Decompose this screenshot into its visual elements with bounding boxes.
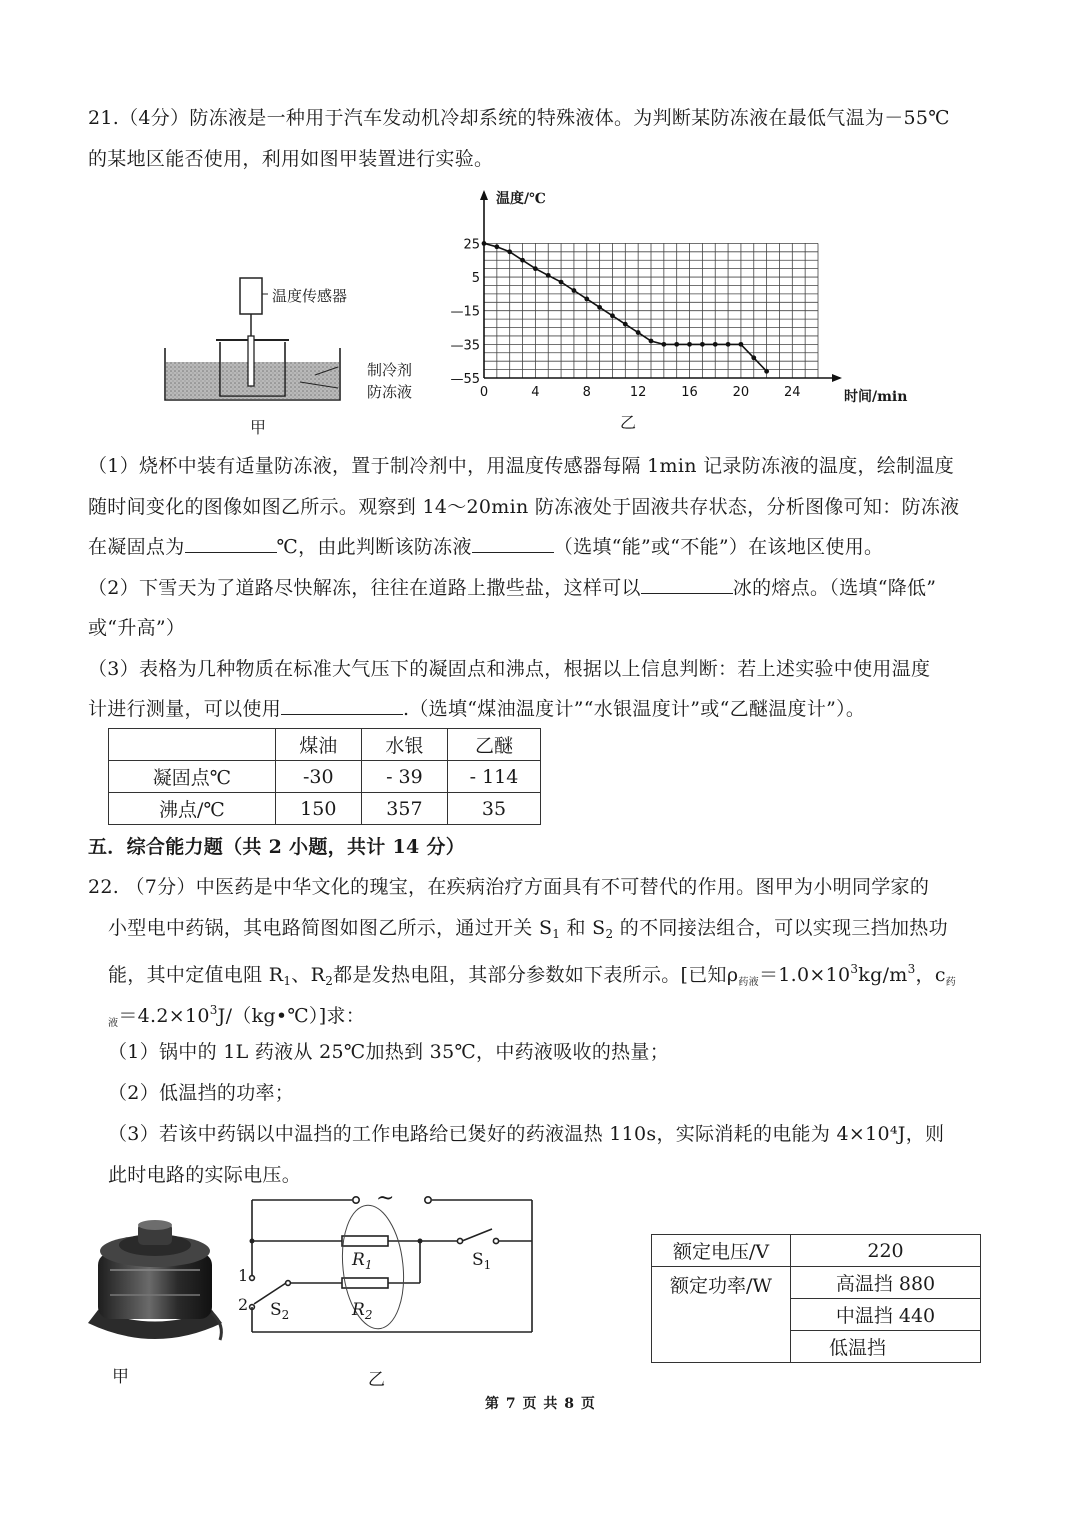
q21-part2-line2: 或“升高”） (88, 617, 186, 639)
q21-part3-line1: （3）表格为几种物质在标准大气压下的凝固点和沸点，根据以上信息判断：若上述实验中使用温度 (88, 658, 931, 680)
data-point (726, 342, 731, 347)
data-point (572, 288, 577, 293)
table-cell: 额定电压/V (652, 1235, 791, 1267)
terminal-2-label: 2 (238, 1295, 249, 1314)
antifreeze-label: 防冻液 (367, 383, 413, 401)
r2-letter: R (352, 1300, 365, 1320)
q22-figure-jia-label: 甲 (112, 1367, 129, 1387)
q22-line1: 22. （7分）中医药是中华文化的瑰宝，在疾病治疗方面具有不可替代的作用。图甲为小明同学家的 (88, 876, 930, 898)
data-point (713, 342, 718, 347)
figure-yi-label: 乙 (620, 413, 637, 432)
table-cell: 凝固点℃ (109, 761, 276, 793)
s2-letter: S (270, 1300, 282, 1320)
subscript: 1 (283, 974, 292, 988)
table-cell: 沸点/℃ (109, 793, 276, 825)
q21-part1-line3 (88, 534, 883, 560)
terminal-1-label: 1 (238, 1266, 249, 1285)
data-point (610, 313, 615, 318)
x-axis-arrow (832, 374, 842, 382)
text-seg: kg/m (858, 964, 908, 986)
x-tick-label: 20 (732, 385, 750, 400)
section5-title: 五．综合能力题（共 2 小题，共计 14 分） (88, 836, 466, 858)
q21-part2-line1 (88, 575, 936, 601)
q21-part1-line1: （1）烧杯中装有适量防冻液，置于制冷剂中，用温度传感器每隔 1min 记录防冻液的温度，绘制温度 (88, 455, 954, 477)
y-tick-label: —35 (450, 338, 480, 354)
data-point (559, 280, 564, 285)
page-footer: 第 7 页 共 8 页 (485, 1396, 596, 1412)
data-point (482, 241, 487, 246)
data-point (636, 330, 641, 335)
chart-x-axis-label: 时间/min (844, 389, 908, 405)
superscript: 3 (907, 962, 916, 976)
q22-line3 (108, 956, 956, 996)
chart-y-axis-label: 温度/℃ (496, 191, 546, 207)
data-point (764, 369, 769, 374)
subscript: 药液 (738, 977, 759, 988)
s2-label (270, 1300, 289, 1322)
data-point (739, 342, 744, 347)
text-seg: 在凝固点为 (88, 536, 185, 558)
table-header-row (109, 729, 541, 761)
q22-line2 (108, 915, 948, 947)
x-tick-label: 12 (629, 385, 647, 400)
table-cell: 中温挡 440 (791, 1299, 981, 1331)
data-point (623, 322, 628, 327)
q21-stem-line1: 21.（4分）防冻液是一种用于汽车发动机冷却系统的特殊液体。为判断某防冻液在最低气温为－55℃ (88, 107, 950, 129)
chart-grid (484, 243, 818, 378)
text-seg: （2）下雪天为了道路尽快解冻，往往在道路上撒些盐，这样可以 (88, 577, 641, 599)
text-seg: ＝4.2×10 (118, 1005, 210, 1027)
answer-blank-freezing-point[interactable] (185, 534, 277, 553)
x-tick-label: 24 (784, 385, 801, 400)
sensor-box (240, 278, 262, 314)
s1-letter: S (472, 1250, 484, 1270)
q22-line4 (108, 997, 365, 1037)
y-tick-label: 5 (471, 271, 480, 287)
table-row (109, 761, 541, 793)
table-row (109, 793, 541, 825)
q22-part3-line2: 此时电路的实际电压。 (108, 1164, 302, 1186)
answer-blank-usable[interactable] (472, 534, 554, 553)
r1-letter: R (352, 1250, 365, 1270)
r2-label (352, 1300, 372, 1322)
y-axis-arrow (480, 190, 488, 200)
subscript: 2 (364, 1308, 373, 1322)
superscript: 3 (209, 1003, 218, 1017)
table-cell: -30 (275, 761, 361, 793)
x-tick-label: 8 (582, 385, 591, 400)
data-point (700, 342, 705, 347)
data-point (584, 297, 589, 302)
subscript: 1 (483, 1258, 492, 1272)
table-cell: - 114 (447, 761, 540, 793)
answer-blank-melting-point[interactable] (641, 575, 733, 594)
data-point (661, 342, 666, 347)
circuit-diagram (230, 1185, 550, 1360)
q21-part3-line2 (88, 696, 865, 722)
y-tick-label: —55 (450, 372, 480, 387)
text-seg: .（选填“煤油温度计”“水银温度计”或“乙醚温度计”）。 (403, 698, 866, 720)
table-cell: 220 (791, 1235, 981, 1267)
q21-part1-line2: 随时间变化的图像如图乙所示。观察到 14～20min 防冻液处于固液共存状态，分析图像可知：防冻液 (88, 496, 960, 518)
data-point (520, 258, 525, 263)
subscript: 2 (605, 927, 614, 941)
ac-source-symbol: ~ (376, 1186, 395, 1211)
data-point (687, 342, 692, 347)
text-seg: ，c (915, 964, 946, 986)
text-seg: 的不同接法组合，可以实现三挡加热功 (619, 917, 948, 939)
x-tick-label: 0 (479, 385, 489, 400)
subscript: 1 (552, 927, 561, 941)
table-cell: 150 (275, 793, 361, 825)
table-cell (109, 729, 276, 761)
text-seg: 冰的熔点。（选填“降低” (732, 577, 937, 599)
data-point (649, 339, 654, 344)
subscript: 2 (325, 974, 334, 988)
q22-part3-line1: （3）若该中药锅以中温挡的工作电路给已煲好的药液温热 110s，实际消耗的电能为 4×10⁴J，则 (108, 1123, 945, 1145)
answer-blank-thermometer[interactable] (281, 696, 403, 715)
y-tick-label: —15 (450, 304, 480, 320)
spec-table (651, 1234, 981, 1363)
x-tick-label: 4 (531, 385, 540, 400)
data-point (674, 342, 679, 347)
table-cell: 低温挡 (791, 1331, 981, 1363)
chart-axes (480, 190, 842, 382)
superscript: 3 (850, 962, 859, 976)
text-seg: ℃，由此判断该防冻液 (276, 536, 472, 558)
q22-figure-yi-label: 乙 (368, 1370, 385, 1390)
table-cell: 煤油 (275, 729, 361, 761)
subscript: 1 (364, 1258, 373, 1272)
table-cell: 额定功率/W (652, 1267, 791, 1363)
table-cell: 水银 (361, 729, 447, 761)
refrigerant-label: 制冷剂 (367, 361, 413, 379)
x-tick-label: 16 (681, 385, 698, 400)
substance-table (108, 728, 541, 825)
subscript: 液 (108, 1018, 119, 1029)
text-seg: J/（kg•℃）]求： (217, 1005, 366, 1027)
table-row (652, 1267, 981, 1299)
data-point (507, 249, 512, 254)
table-cell: - 39 (361, 761, 447, 793)
sensor-label: 温度传感器 (272, 287, 348, 305)
herbal-pot-image (80, 1215, 230, 1355)
table-row (652, 1235, 981, 1267)
q22-part2: （2）低温挡的功率； (108, 1082, 295, 1104)
table-cell: 35 (447, 793, 540, 825)
q21-stem-line2: 的某地区能否使用，利用如图甲装置进行实验。 (88, 148, 494, 170)
text-seg: 和 S (566, 917, 606, 939)
table-cell: 高温挡 880 (791, 1267, 981, 1299)
subscript: 2 (281, 1308, 290, 1322)
data-point (533, 266, 538, 271)
text-seg: 小型电中药锅，其电路简图如图乙所示，通过开关 S (108, 917, 553, 939)
r1-label (352, 1250, 372, 1272)
table-cell: 乙醚 (447, 729, 540, 761)
table-cell: 357 (361, 793, 447, 825)
text-seg: （选填“能”或“不能”）在该地区使用。 (553, 536, 884, 558)
data-point (546, 273, 551, 278)
subscript: 药 (945, 977, 957, 988)
q22-part1: （1）锅中的 1L 药液从 25℃加热到 35℃，中药液吸收的热量； (108, 1041, 670, 1063)
data-point (494, 244, 499, 249)
text-seg: 都是发热电阻，其部分参数如下表所示。[已知ρ (333, 964, 739, 986)
text-seg: ＝1.0×10 (758, 964, 851, 986)
figure-jia-label: 甲 (250, 418, 267, 437)
text-seg: 、R (291, 964, 326, 986)
data-point (751, 355, 756, 360)
text-seg: 计进行测量，可以使用 (88, 698, 282, 720)
text-seg: 能，其中定值电阻 R (108, 964, 284, 986)
y-tick-label: 25 (463, 237, 480, 253)
data-point (597, 305, 602, 310)
s1-label (472, 1250, 491, 1272)
